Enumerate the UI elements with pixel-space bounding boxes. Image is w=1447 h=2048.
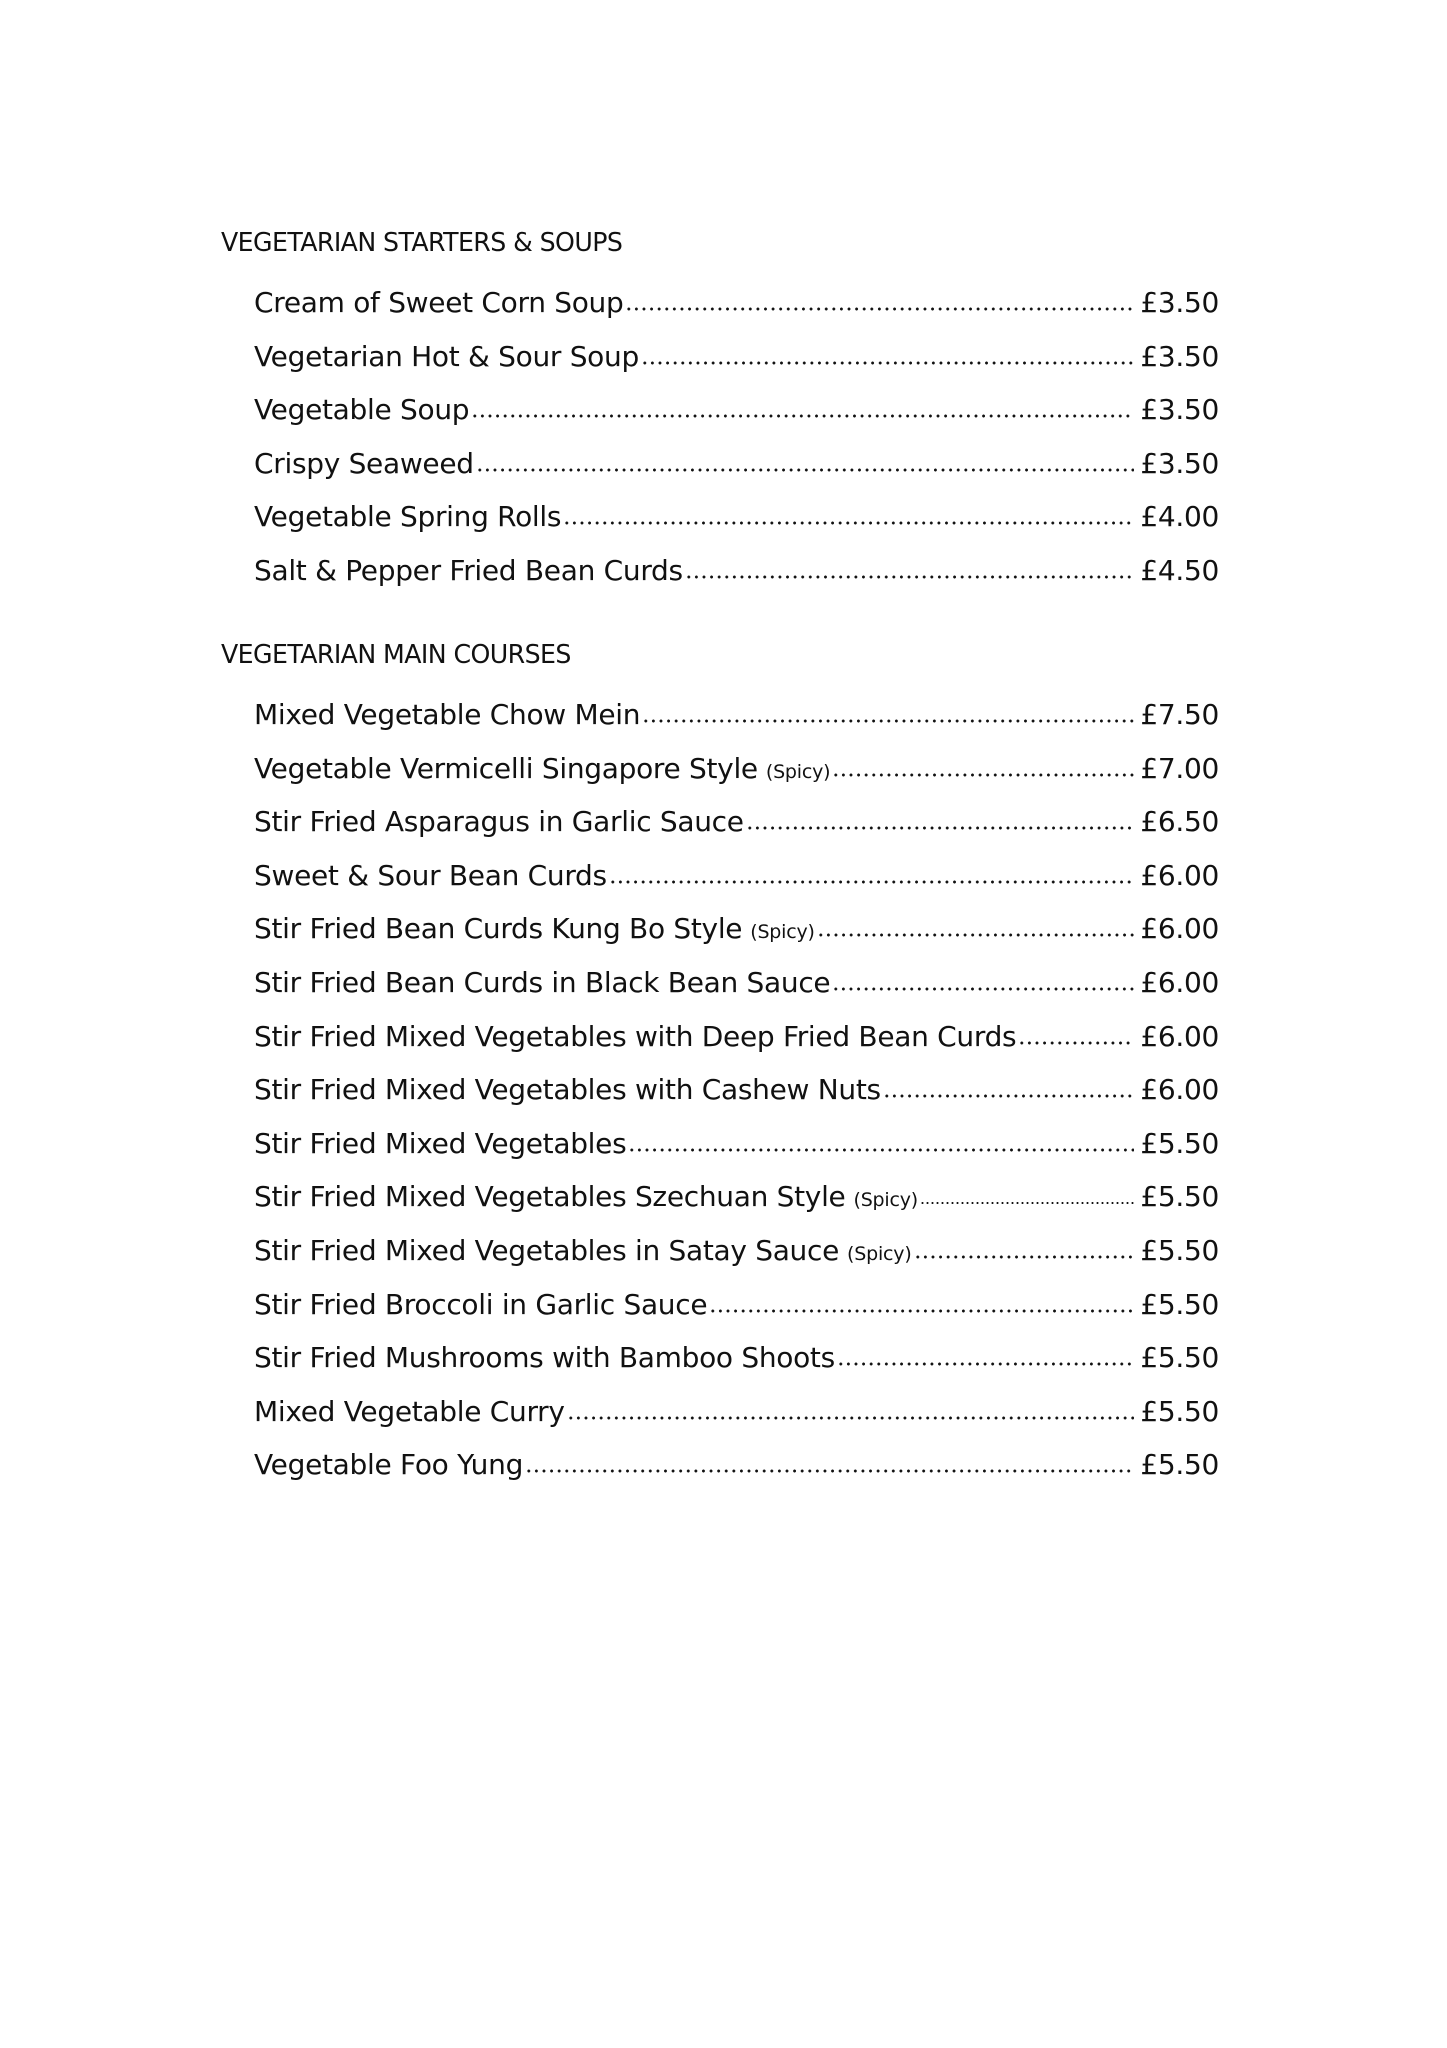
- menu-item: [254, 1285, 1219, 1325]
- item-name: Stir Fried Mixed Vegetables with Cashew Nuts: [254, 1073, 881, 1107]
- item-name: Vegetable Vermicelli Singapore Style: [254, 751, 758, 785]
- menu-item: [254, 283, 1219, 323]
- item-name: Stir Fried Bean Curds Kung Bo Style: [254, 912, 743, 946]
- item-price: £5.50: [1140, 1394, 1219, 1428]
- menu-item: [254, 1124, 1219, 1164]
- item-name: Stir Fried Mixed Vegetables in Satay Sauce: [254, 1234, 840, 1267]
- spicy-note: (Spicy): [853, 1189, 918, 1212]
- menu-item: [254, 802, 1219, 842]
- spicy-note: (Spicy): [750, 921, 815, 944]
- menu-item: [254, 963, 1219, 1003]
- item-name: Cream of Sweet Corn Soup: [254, 286, 624, 319]
- item-price: £7.00: [1140, 751, 1219, 785]
- item-price: £3.50: [1140, 339, 1219, 373]
- dot-leader: [609, 879, 1135, 885]
- item-price: £6.50: [1140, 805, 1219, 839]
- dot-leader: [625, 306, 1134, 312]
- dot-leader: [883, 1093, 1135, 1099]
- item-price: £5.50: [1140, 1448, 1219, 1482]
- dot-leader: [832, 986, 1134, 992]
- item-name: Stir Fried Asparagus in Garlic Sauce: [254, 805, 744, 839]
- item-name: Mixed Vegetable Curry: [254, 1394, 565, 1428]
- spicy-note: (Spicy): [847, 1243, 912, 1265]
- menu-item: [254, 1392, 1219, 1432]
- dot-leader: [746, 825, 1135, 831]
- item-name: Stir Fried Mushrooms with Bamboo Shoots: [254, 1341, 835, 1375]
- item-price: £4.50: [1140, 554, 1219, 587]
- item-name: Vegetable Spring Rolls: [254, 500, 562, 534]
- item-name: Mixed Vegetable Chow Mein: [254, 698, 641, 731]
- menu-item: [254, 551, 1219, 591]
- dot-leader: [563, 520, 1134, 526]
- menu-item: [254, 695, 1219, 735]
- item-name: Sweet & Sour Bean Curds: [254, 858, 607, 892]
- item-price: £5.50: [1140, 1341, 1219, 1375]
- menu-item: [254, 1445, 1219, 1485]
- dot-leader: [837, 1361, 1134, 1367]
- menu-item: [254, 1231, 1219, 1271]
- dot-leader: [642, 718, 1134, 724]
- dot-leader: [628, 1147, 1134, 1153]
- item-name: Stir Fried Mixed Vegetables Szechuan Style: [254, 1180, 846, 1214]
- item-price: £6.00: [1140, 1073, 1219, 1107]
- item-price: £5.50: [1140, 1180, 1219, 1214]
- item-price: £6.00: [1140, 966, 1219, 999]
- section-main-courses: [221, 640, 1219, 1482]
- item-price: £3.50: [1140, 393, 1219, 427]
- item-price: £3.50: [1140, 286, 1219, 319]
- item-name: Crispy Seaweed: [254, 446, 474, 480]
- item-price: £5.50: [1140, 1234, 1219, 1267]
- menu-item: [254, 1177, 1219, 1217]
- item-name: Stir Fried Broccoli in Garlic Sauce: [254, 1287, 708, 1321]
- dot-leader: [709, 1308, 1134, 1314]
- item-name: Vegetable Soup: [254, 393, 470, 427]
- item-name: Stir Fried Bean Curds in Black Bean Sauce: [254, 966, 831, 999]
- menu-item: [254, 1017, 1219, 1057]
- dot-leader: [1018, 1040, 1134, 1046]
- menu-item: [254, 1070, 1219, 1110]
- item-price: £5.50: [1140, 1287, 1219, 1321]
- dot-leader: [920, 1200, 1134, 1206]
- dot-leader: [914, 1254, 1135, 1260]
- dot-leader: [476, 467, 1135, 473]
- menu-item: [254, 390, 1219, 430]
- dot-leader: [567, 1415, 1135, 1421]
- menu-item: [254, 337, 1219, 377]
- item-name: Vegetable Foo Yung: [254, 1448, 524, 1482]
- item-price: £6.00: [1140, 858, 1219, 892]
- item-name: Stir Fried Mixed Vegetables with Deep Fried Bean Curds: [254, 1019, 1017, 1053]
- dot-leader: [525, 1468, 1134, 1474]
- item-price: £4.00: [1140, 500, 1219, 534]
- dot-leader: [817, 932, 1135, 938]
- menu-item: [254, 909, 1219, 949]
- section-heading: VEGETARIAN STARTERS & SOUPS: [221, 228, 623, 258]
- item-price: £3.50: [1140, 446, 1219, 480]
- item-name: Salt & Pepper Fried Bean Curds: [254, 554, 683, 587]
- item-price: £6.00: [1140, 912, 1219, 946]
- section-starters-soups: [221, 228, 1219, 587]
- item-price: £7.50: [1140, 698, 1219, 731]
- menu-item: [254, 856, 1219, 896]
- dot-leader: [832, 772, 1134, 778]
- item-name: Stir Fried Mixed Vegetables: [254, 1126, 627, 1160]
- item-price: £5.50: [1140, 1126, 1219, 1160]
- menu-item: [254, 749, 1219, 789]
- spicy-note: (Spicy): [765, 760, 831, 783]
- item-price: £6.00: [1140, 1019, 1219, 1053]
- dot-leader: [471, 413, 1134, 419]
- section-heading: VEGETARIAN MAIN COURSES: [221, 640, 571, 670]
- dot-leader: [685, 574, 1135, 580]
- dot-leader: [641, 360, 1134, 366]
- menu-item: [254, 444, 1219, 484]
- item-name: Vegetarian Hot & Sour Soup: [254, 339, 639, 373]
- menu-item: [254, 1338, 1219, 1378]
- menu-item: [254, 497, 1219, 537]
